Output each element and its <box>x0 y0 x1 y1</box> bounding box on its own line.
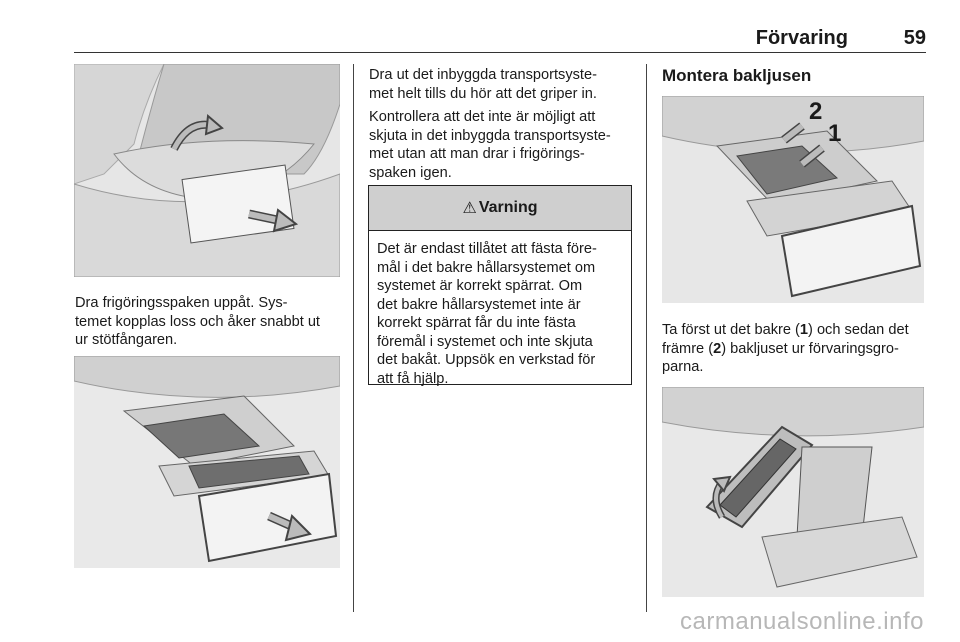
section-title-mount-lights: Montera bakljusen <box>662 66 812 85</box>
header-rule <box>74 52 926 53</box>
figure-release-lever <box>74 64 340 277</box>
warning-title: Varning <box>478 199 538 216</box>
figure-carrier-extended <box>74 356 340 568</box>
paragraph-check-lock: Kontrollera att det inte är möjligt att skjuta in det inbyggda transportsyste- met utan att man drar i frigörings- spaken igen. <box>369 109 611 181</box>
paragraph-pull-out: Dra ut det inbyggda transportsyste- met helt tills du hör att det griper in. <box>369 67 597 102</box>
callout-number-2: 2 <box>809 98 823 125</box>
warning-text: Det är endast tillåtet att fästa före- mål i det bakre hållarsystemet om systemet är korrekt spärrat. Om det bakre hållarsystemet inte är korrekt spärrat får du inte fästa föremål i systemet och inte skjuta det bakåt. Uppsök en verkstad för att få hjälp. <box>377 241 597 387</box>
paragraph-release-lever: Dra frigöringsspaken uppåt. Sys- temet kopplas loss och åker snabbt ut ur stötfångaren. <box>75 295 320 348</box>
text-segment: ) och sedan det främre ( <box>662 322 909 357</box>
paragraph-remove-lights <box>662 321 937 377</box>
watermark: carmanualsonline.info <box>680 608 924 635</box>
figure-remove-lights <box>662 96 924 303</box>
column-divider-left <box>353 64 354 612</box>
page-number: 59 <box>903 27 926 49</box>
bold-number-2: 2 <box>713 340 722 357</box>
text-segment: ) bakljuset ur förvaringsgro- parna. <box>662 340 899 375</box>
warning-triangle-icon: ⚠ <box>462 200 477 217</box>
callout-number-1: 1 <box>828 120 842 147</box>
figure-light-removal-detail <box>662 387 924 597</box>
text-segment: Ta först ut det bakre ( <box>662 322 800 338</box>
column-divider-right <box>646 64 647 612</box>
warning-header <box>369 186 631 231</box>
warning-box <box>368 185 632 385</box>
page-header-title: Förvaring <box>755 27 848 49</box>
bold-number-1: 1 <box>799 322 809 338</box>
